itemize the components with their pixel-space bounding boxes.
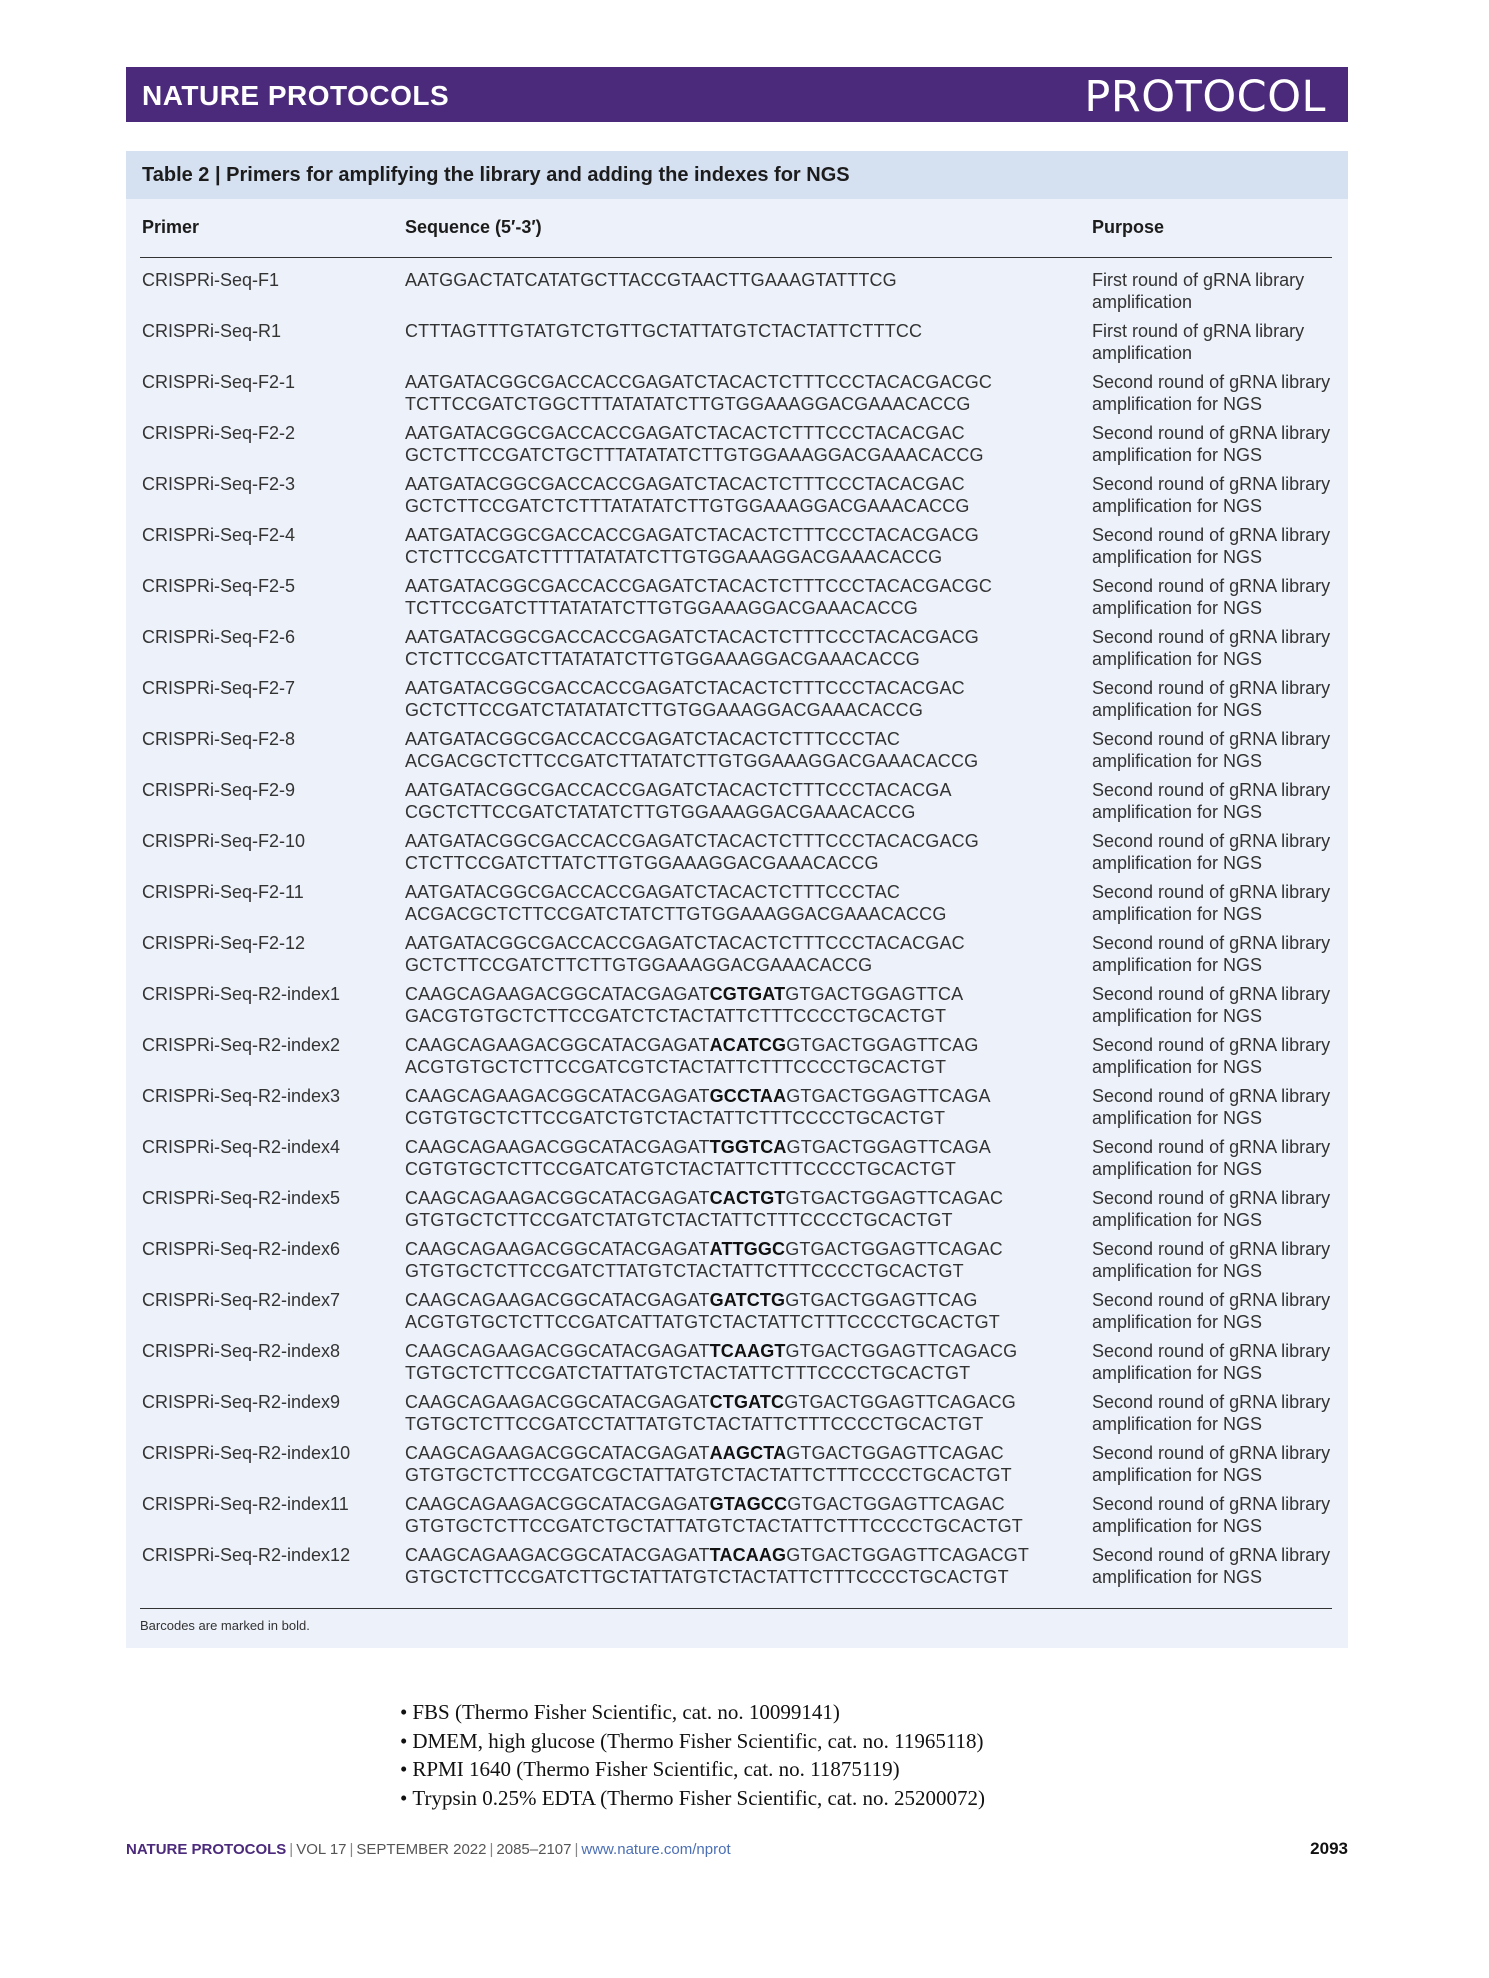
purpose-line-2: amplification for NGS [1092,1363,1263,1383]
primer-sequence [405,1034,1105,1078]
sequence-segment: GTGACTGGAGTTCA [785,984,964,1004]
sequence-segment: CAAGCAGAAGACGGCATACGAGAT [405,984,710,1004]
purpose-line-2: amplification for NGS [1092,1414,1263,1434]
purpose-line-2: amplification for NGS [1092,1057,1263,1077]
sequence-line-1 [405,320,1105,342]
purpose-line-1: Second round of gRNA library [1092,984,1331,1004]
table-row [126,1136,1348,1186]
primer-name: CRISPRi-Seq-R2-index8 [142,1341,341,1361]
sequence-line-1 [405,1544,1105,1566]
sequence-segment: AATGATACGGCGACCACCGAGATCTACACTCTTTCCCTACACGACGC [405,576,993,596]
primer-purpose [1092,1544,1342,1588]
purpose-line-1: Second round of gRNA library [1092,729,1331,749]
table-row [126,728,1348,778]
purpose-line-2: amplification for NGS [1092,547,1263,567]
sequence-line-2: ACGTGTGCTCTTCCGATCATTATGTCTACTATTCTTTCCCCTGCACTGT [405,1312,1000,1332]
primer-sequence [405,1442,1105,1486]
barcode: GATCTG [709,1290,786,1310]
column-header-primer: Primer [142,217,200,237]
table-row [126,830,1348,880]
primer-purpose [1092,473,1342,517]
sequence-segment: CAAGCAGAAGACGGCATACGAGAT [405,1443,710,1463]
primer-sequence [405,1238,1105,1282]
primer-name: CRISPRi-Seq-R2-index7 [142,1290,341,1310]
purpose-line-1: Second round of gRNA library [1092,576,1331,596]
purpose-line-2: amplification for NGS [1092,649,1263,669]
sequence-segment: GTGACTGGAGTTCAGACG [785,1341,1018,1361]
purpose-line-1: Second round of gRNA library [1092,1137,1331,1157]
sequence-line-2: CGCTCTTCCGATCTATATCTTGTGGAAAGGACGAAACACCG [405,802,916,822]
table-row [126,1442,1348,1492]
sequence-segment: CAAGCAGAAGACGGCATACGAGAT [405,1188,710,1208]
sequence-segment: GTGACTGGAGTTCAGACGT [786,1545,1030,1565]
primer-sequence [405,1544,1105,1588]
primer-purpose [1092,728,1342,772]
purpose-line-2: amplification for NGS [1092,1465,1263,1485]
primer-sequence [405,1289,1105,1333]
purpose-line-1: Second round of gRNA library [1092,474,1331,494]
primer-purpose [1092,779,1342,823]
sequence-segment: GTGACTGGAGTTCAGAC [787,1494,1005,1514]
table-row [126,1238,1348,1288]
footer-url-link[interactable]: www.nature.com/nprot [581,1841,731,1858]
sequence-segment: CAAGCAGAAGACGGCATACGAGAT [405,1239,710,1259]
table-row [126,881,1348,931]
sequence-line-1 [405,524,1105,546]
primer-name: CRISPRi-Seq-R2-index9 [142,1392,341,1412]
sequence-segment: CAAGCAGAAGACGGCATACGAGAT [405,1392,710,1412]
barcode: CTGATC [709,1392,785,1412]
purpose-line-2: amplification for NGS [1092,751,1263,771]
barcode: GCCTAA [709,1086,787,1106]
sequence-line-1 [405,422,1105,444]
table-row [126,677,1348,727]
sequence-line-2: CGTGTGCTCTTCCGATCATGTCTACTATTCTTTCCCCTGCACTGT [405,1159,957,1179]
purpose-line-1: First round of gRNA library [1092,321,1305,341]
primer-sequence [405,473,1105,517]
page-footer: NATURE PROTOCOLS | VOL 17 | SEPTEMBER 2022 | 2085–2107 | www.nature.com/nprot [126,1841,731,1858]
purpose-line-1: Second round of gRNA library [1092,1035,1331,1055]
primer-name: CRISPRi-Seq-R2-index4 [142,1137,341,1157]
sequence-segment: CAAGCAGAAGACGGCATACGAGAT [405,1341,710,1361]
primer-table [126,151,1348,1648]
purpose-line-2: amplification for NGS [1092,1210,1263,1230]
table-row [126,575,1348,625]
page-number: 2093 [1310,1839,1348,1858]
sequence-segment: CAAGCAGAAGACGGCATACGAGAT [405,1545,710,1565]
sequence-segment: GTGACTGGAGTTCAGA [786,1137,991,1157]
primer-purpose [1092,1289,1342,1333]
sequence-line-1 [405,626,1105,648]
column-header-sequence: Sequence (5′-3′) [405,217,542,237]
purpose-line-1: Second round of gRNA library [1092,678,1331,698]
primer-purpose [1092,1493,1342,1537]
primer-purpose [1092,626,1342,670]
purpose-line-2: amplification for NGS [1092,1108,1263,1128]
sequence-segment: GTGACTGGAGTTCAGA [786,1086,991,1106]
primer-sequence [405,1493,1105,1537]
sequence-line-1 [405,1340,1105,1362]
sequence-line-1 [405,371,1105,393]
primer-purpose [1092,1187,1342,1231]
primer-purpose [1092,320,1342,364]
primer-sequence [405,1136,1105,1180]
primer-name: CRISPRi-Seq-R2-index2 [142,1035,341,1055]
primer-name: CRISPRi-Seq-F2-12 [142,933,306,953]
primer-purpose [1092,830,1342,874]
primer-name: CRISPRi-Seq-R2-index6 [142,1239,341,1259]
primer-name: CRISPRi-Seq-R2-index1 [142,984,341,1004]
sequence-line-2: CTCTTCCGATCTTATATATCTTGTGGAAAGGACGAAACACCG [405,649,920,669]
table-footnote: Barcodes are marked in bold. [140,1618,310,1633]
sequence-segment: AATGATACGGCGACCACCGAGATCTACACTCTTTCCCTACACGACGC [405,372,993,392]
sequence-line-2: TGTGCTCTTCCGATCTATTATGTCTACTATTCTTTCCCCTGCACTGT [405,1363,971,1383]
primer-purpose [1092,1136,1342,1180]
primer-name: CRISPRi-Seq-F2-1 [142,372,296,392]
footer-date: SEPTEMBER 2022 [356,1841,487,1858]
primer-name: CRISPRi-Seq-F1 [142,270,280,290]
sequence-line-2: TGTGCTCTTCCGATCCTATTATGTCTACTATTCTTTCCCCTGCACTGT [405,1414,984,1434]
table-row [126,626,1348,676]
journal-header [126,67,1348,122]
primer-name: CRISPRi-Seq-F2-3 [142,474,296,494]
primer-purpose [1092,1442,1342,1486]
purpose-line-2: amplification for NGS [1092,496,1263,516]
table-row [126,524,1348,574]
sequence-segment: GTGACTGGAGTTCAGAC [786,1443,1004,1463]
sequence-line-1 [405,1085,1105,1107]
primer-purpose [1092,422,1342,466]
primer-purpose [1092,1085,1342,1129]
sequence-segment: GTGACTGGAGTTCAG [785,1290,978,1310]
barcode: CGTGAT [709,984,786,1004]
purpose-line-1: Second round of gRNA library [1092,1188,1331,1208]
primer-name: CRISPRi-Seq-R2-index10 [142,1443,351,1463]
article-type: PROTOCOL [1084,72,1326,122]
purpose-line-1: Second round of gRNA library [1092,525,1331,545]
purpose-line-2: amplification [1092,343,1193,363]
sequence-line-1 [405,1034,1105,1056]
sequence-line-1 [405,1136,1105,1158]
materials-list-item: • DMEM, high glucose (Thermo Fisher Scientific, cat. no. 11965118) [400,1727,985,1756]
primer-sequence [405,626,1105,670]
primer-purpose [1092,269,1342,313]
primer-name: CRISPRi-Seq-R1 [142,321,282,341]
sequence-line-1 [405,1238,1105,1260]
barcode: TCAAGT [709,1341,786,1361]
primer-name: CRISPRi-Seq-F2-6 [142,627,296,647]
primer-sequence [405,1391,1105,1435]
table-row [126,473,1348,523]
footer-volume: VOL 17 [296,1841,347,1858]
materials-list-item: • FBS (Thermo Fisher Scientific, cat. no. 10099141) [400,1698,985,1727]
purpose-line-1: Second round of gRNA library [1092,780,1331,800]
primer-purpose [1092,1238,1342,1282]
purpose-line-1: Second round of gRNA library [1092,933,1331,953]
sequence-line-2: TCTTCCGATCTGGCTTTATATATCTTGTGGAAAGGACGAAACACCG [405,394,971,414]
primer-purpose [1092,932,1342,976]
primer-sequence [405,779,1105,823]
primer-sequence [405,269,1105,291]
primer-sequence [405,575,1105,619]
sequence-line-1 [405,1187,1105,1209]
primer-sequence [405,728,1105,772]
purpose-line-1: Second round of gRNA library [1092,1086,1331,1106]
sequence-line-2: GCTCTTCCGATCTCTTTATATATCTTGTGGAAAGGACGAAACACCG [405,496,970,516]
sequence-segment: AATGATACGGCGACCACCGAGATCTACACTCTTTCCCTACACGAC [405,933,965,953]
footer-journal: NATURE PROTOCOLS [126,1841,287,1858]
sequence-line-2: ACGACGCTCTTCCGATCTTATATCTTGTGGAAAGGACGAAACACCG [405,751,979,771]
purpose-line-1: First round of gRNA library [1092,270,1305,290]
sequence-line-2: GTGTGCTCTTCCGATCTATGTCTACTATTCTTTCCCCTGCACTGT [405,1210,953,1230]
sequence-line-2: CGTGTGCTCTTCCGATCTGTCTACTATTCTTTCCCCTGCACTGT [405,1108,946,1128]
sequence-segment: AATGATACGGCGACCACCGAGATCTACACTCTTTCCCTACACGACG [405,525,979,545]
sequence-line-1 [405,269,1105,291]
barcode: CACTGT [709,1188,786,1208]
purpose-line-1: Second round of gRNA library [1092,1290,1331,1310]
sequence-line-1 [405,779,1105,801]
sequence-segment: GTGACTGGAGTTCAGAC [785,1239,1003,1259]
sequence-line-2: GTGCTCTTCCGATCTTGCTATTATGTCTACTATTCTTTCCCCTGCACTGT [405,1567,1009,1587]
purpose-line-1: Second round of gRNA library [1092,627,1331,647]
primer-sequence [405,1085,1105,1129]
sequence-line-2: GTGTGCTCTTCCGATCGCTATTATGTCTACTATTCTTTCCCCTGCACTGT [405,1465,1012,1485]
barcode: ATTGGC [709,1239,786,1259]
sequence-line-2: GTGTGCTCTTCCGATCTGCTATTATGTCTACTATTCTTTCCCCTGCACTGT [405,1516,1023,1536]
column-header-purpose: Purpose [1092,217,1165,237]
table-row [126,1187,1348,1237]
primer-name: CRISPRi-Seq-R2-index3 [142,1086,341,1106]
table-row [126,1085,1348,1135]
table-row [126,1340,1348,1390]
purpose-line-1: Second round of gRNA library [1092,1392,1331,1412]
purpose-line-2: amplification for NGS [1092,1261,1263,1281]
purpose-line-2: amplification for NGS [1092,394,1263,414]
table-row [126,1544,1348,1594]
purpose-line-1: Second round of gRNA library [1092,1494,1331,1514]
purpose-line-1: Second round of gRNA library [1092,1443,1331,1463]
primer-name: CRISPRi-Seq-F2-5 [142,576,296,596]
sequence-line-2: CTCTTCCGATCTTTTATATATCTTGTGGAAAGGACGAAACACCG [405,547,943,567]
sequence-line-2: TCTTCCGATCTTTATATATCTTGTGGAAAGGACGAAACACCG [405,598,918,618]
sequence-segment: AATGATACGGCGACCACCGAGATCTACACTCTTTCCCTACACGACG [405,831,979,851]
table-row [126,779,1348,829]
purpose-line-2: amplification for NGS [1092,700,1263,720]
primer-sequence [405,677,1105,721]
purpose-line-2: amplification for NGS [1092,1312,1263,1332]
sequence-segment: GTGACTGGAGTTCAGACG [784,1392,1016,1412]
sequence-line-1 [405,1442,1105,1464]
primer-purpose [1092,983,1342,1027]
sequence-line-2: ACGACGCTCTTCCGATCTATCTTGTGGAAAGGACGAAACACCG [405,904,947,924]
purpose-line-1: Second round of gRNA library [1092,882,1331,902]
table-row [126,932,1348,982]
primer-purpose [1092,881,1342,925]
purpose-line-2: amplification for NGS [1092,1516,1263,1536]
table-row [126,1391,1348,1441]
sequence-line-2: GCTCTTCCGATCTTCTTGTGGAAAGGACGAAACACCG [405,955,873,975]
sequence-line-1 [405,1289,1105,1311]
primer-sequence [405,524,1105,568]
primer-sequence [405,881,1105,925]
table-row [126,1034,1348,1084]
materials-list-item: • RPMI 1640 (Thermo Fisher Scientific, cat. no. 11875119) [400,1755,985,1784]
primer-purpose [1092,575,1342,619]
primer-name: CRISPRi-Seq-F2-8 [142,729,296,749]
table-caption: Table 2 | Primers for amplifying the library and adding the indexes for NGS [142,164,850,186]
purpose-line-2: amplification for NGS [1092,598,1263,618]
sequence-segment: AATGATACGGCGACCACCGAGATCTACACTCTTTCCCTAC [405,729,900,749]
primer-name: CRISPRi-Seq-R2-index12 [142,1545,351,1565]
sequence-segment: AATGATACGGCGACCACCGAGATCTACACTCTTTCCCTACACGA [405,780,952,800]
sequence-segment: CAAGCAGAAGACGGCATACGAGAT [405,1035,710,1055]
sequence-segment: AATGATACGGCGACCACCGAGATCTACACTCTTTCCCTACACGAC [405,474,965,494]
purpose-line-2: amplification for NGS [1092,853,1263,873]
purpose-line-2: amplification for NGS [1092,1006,1263,1026]
primer-name: CRISPRi-Seq-R2-index5 [142,1188,341,1208]
sequence-line-2: GCTCTTCCGATCTGCTTTATATATCTTGTGGAAAGGACGAAACACCG [405,445,984,465]
sequence-segment: AATGATACGGCGACCACCGAGATCTACACTCTTTCCCTACACGAC [405,423,965,443]
sequence-line-2: GACGTGTGCTCTTCCGATCTCTACTATTCTTTCCCCTGCACTGT [405,1006,947,1026]
barcode: TACAAG [709,1545,787,1565]
sequence-line-2: GCTCTTCCGATCTATATATCTTGTGGAAAGGACGAAACACCG [405,700,923,720]
primer-sequence [405,371,1105,415]
table-row [126,1493,1348,1543]
sequence-line-1 [405,575,1105,597]
primer-name: CRISPRi-Seq-F2-11 [142,882,304,902]
sequence-line-1 [405,983,1105,1005]
purpose-line-2: amplification [1092,292,1193,312]
materials-list-item: • Trypsin 0.25% EDTA (Thermo Fisher Scientific, cat. no. 25200072) [400,1784,985,1813]
sequence-line-1 [405,932,1105,954]
purpose-line-2: amplification for NGS [1092,1567,1263,1587]
primer-purpose [1092,677,1342,721]
purpose-line-2: amplification for NGS [1092,802,1263,822]
sequence-line-1 [405,881,1105,903]
journal-name: NATURE PROTOCOLS [142,80,450,111]
sequence-segment: AATGATACGGCGACCACCGAGATCTACACTCTTTCCCTAC [405,882,900,902]
sequence-line-1 [405,473,1105,495]
sequence-segment: CAAGCAGAAGACGGCATACGAGAT [405,1290,710,1310]
primer-sequence [405,830,1105,874]
sequence-segment: GTGACTGGAGTTCAG [786,1035,979,1055]
table-row [126,983,1348,1033]
table-caption-bar [126,151,1348,199]
primer-sequence [405,1187,1105,1231]
purpose-line-2: amplification for NGS [1092,1159,1263,1179]
sequence-line-1 [405,830,1105,852]
primer-name: CRISPRi-Seq-F2-2 [142,423,296,443]
primer-name: CRISPRi-Seq-F2-9 [142,780,296,800]
barcode: AAGCTA [709,1443,787,1463]
sequence-line-2: ACGTGTGCTCTTCCGATCGTCTACTATTCTTTCCCCTGCACTGT [405,1057,947,1077]
table-row [126,269,1348,319]
purpose-line-1: Second round of gRNA library [1092,423,1331,443]
sequence-segment: GTGACTGGAGTTCAGAC [785,1188,1004,1208]
primer-purpose [1092,1034,1342,1078]
sequence-line-1 [405,1391,1105,1413]
purpose-line-2: amplification for NGS [1092,904,1263,924]
primer-purpose [1092,1340,1342,1384]
purpose-line-1: Second round of gRNA library [1092,1545,1331,1565]
table-row [126,371,1348,421]
table-header-rule [140,257,1332,258]
sequence-line-1 [405,728,1105,750]
primer-purpose [1092,371,1342,415]
purpose-line-1: Second round of gRNA library [1092,1239,1331,1259]
purpose-line-1: Second round of gRNA library [1092,372,1331,392]
sequence-line-1 [405,1493,1105,1515]
primer-sequence [405,983,1105,1027]
footer-pages: 2085–2107 [496,1841,572,1858]
table-row [126,320,1348,370]
primer-sequence [405,422,1105,466]
primer-name: CRISPRi-Seq-F2-7 [142,678,296,698]
sequence-line-2: CTCTTCCGATCTTATCTTGTGGAAAGGACGAAACACCG [405,853,879,873]
purpose-line-1: Second round of gRNA library [1092,1341,1331,1361]
primer-purpose [1092,524,1342,568]
table-bottom-rule [140,1608,1332,1609]
materials-list [400,1698,985,1812]
sequence-segment: AATGATACGGCGACCACCGAGATCTACACTCTTTCCCTACACGACG [405,627,979,647]
table-row [126,1289,1348,1339]
primer-purpose [1092,1391,1342,1435]
purpose-line-2: amplification for NGS [1092,445,1263,465]
primer-name: CRISPRi-Seq-F2-4 [142,525,296,545]
barcode: TGGTCA [709,1137,787,1157]
primer-name: CRISPRi-Seq-R2-index11 [142,1494,349,1514]
purpose-line-2: amplification for NGS [1092,955,1263,975]
primer-sequence [405,1340,1105,1384]
sequence-segment: AATGGACTATCATATGCTTACCGTAACTTGAAAGTATTTCG [405,270,897,290]
primer-name: CRISPRi-Seq-F2-10 [142,831,306,851]
primer-sequence [405,932,1105,976]
table-row [126,422,1348,472]
purpose-line-1: Second round of gRNA library [1092,831,1331,851]
sequence-segment: CAAGCAGAAGACGGCATACGAGAT [405,1494,710,1514]
barcode: GTAGCC [709,1494,788,1514]
barcode: ACATCG [709,1035,787,1055]
sequence-segment: CAAGCAGAAGACGGCATACGAGAT [405,1137,710,1157]
primer-sequence [405,320,1105,342]
sequence-segment: CTTTAGTTTGTATGTCTGTTGCTATTATGTCTACTATTCTTTCC [405,321,923,341]
sequence-line-2: GTGTGCTCTTCCGATCTTATGTCTACTATTCTTTCCCCTGCACTGT [405,1261,964,1281]
sequence-line-1 [405,677,1105,699]
sequence-segment: CAAGCAGAAGACGGCATACGAGAT [405,1086,710,1106]
sequence-segment: AATGATACGGCGACCACCGAGATCTACACTCTTTCCCTACACGAC [405,678,965,698]
